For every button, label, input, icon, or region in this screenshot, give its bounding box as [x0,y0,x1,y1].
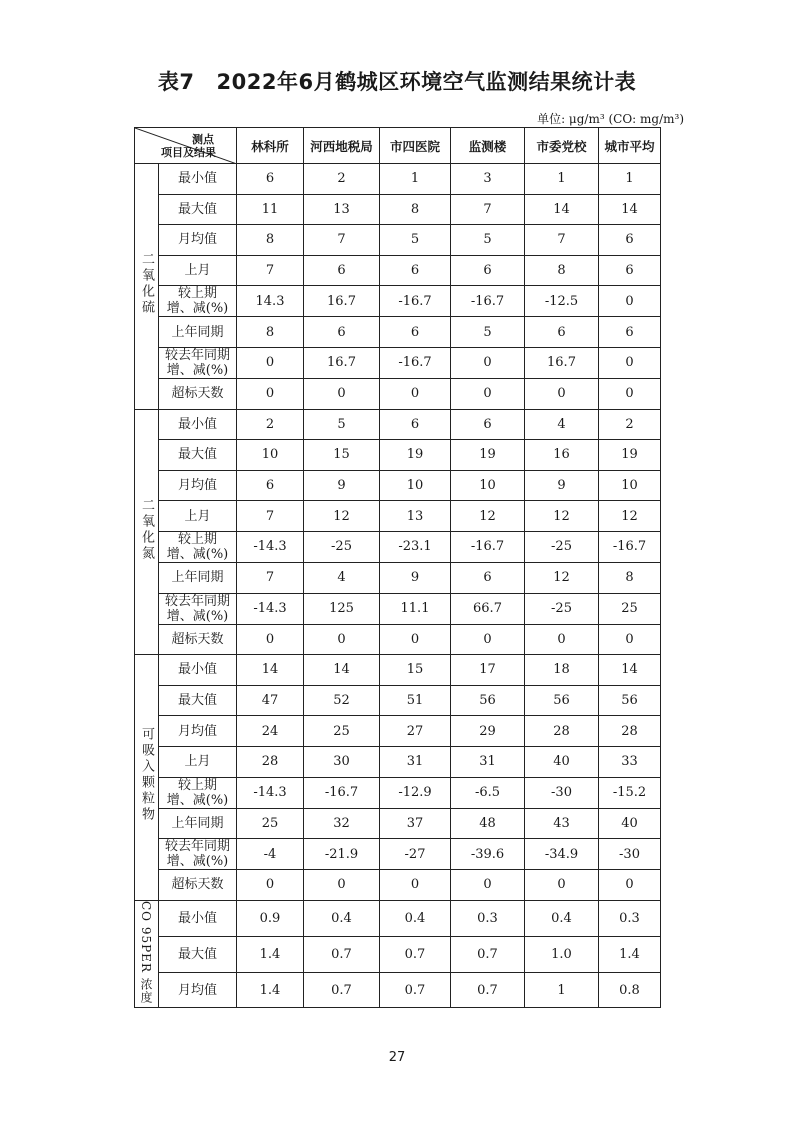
value-cell: 0 [525,870,599,901]
table-row [135,347,661,378]
air-quality-table [134,127,661,1008]
value-cell: 6 [599,255,661,286]
value-cell: -23.1 [380,531,451,562]
value-cell: 7 [525,225,599,256]
value-cell: 0 [451,378,525,409]
row-label: 较上期 增、减(%) [159,286,237,317]
station-header: 市委党校 [525,128,599,164]
value-cell: 5 [304,409,380,440]
value-cell: 30 [304,746,380,777]
value-cell: 8 [380,194,451,225]
value-cell: 0 [380,378,451,409]
value-cell: 16.7 [525,347,599,378]
table-title [0,66,794,96]
value-cell: 0.7 [451,936,525,972]
table-row [135,593,661,624]
station-header: 城市平均 [599,128,661,164]
value-cell: 52 [304,685,380,716]
table-row [135,531,661,562]
value-cell: -14.3 [237,593,304,624]
table-row [135,655,661,686]
row-label: 最大值 [159,194,237,225]
value-cell: 56 [525,685,599,716]
value-cell: 47 [237,685,304,716]
value-cell: 11 [237,194,304,225]
row-label: 较上期 增、减(%) [159,531,237,562]
value-cell: -39.6 [451,839,525,870]
row-label: 最大值 [159,936,237,972]
value-cell: 1 [380,164,451,195]
value-cell: -16.7 [380,347,451,378]
value-cell: 14 [304,655,380,686]
value-cell: 5 [380,225,451,256]
value-cell: 12 [599,501,661,532]
value-cell: -27 [380,839,451,870]
table-row [135,839,661,870]
value-cell: 6 [380,409,451,440]
value-cell: 0 [599,870,661,901]
value-cell: 25 [304,716,380,747]
value-cell: 16.7 [304,286,380,317]
value-cell: 4 [304,562,380,593]
value-cell: -4 [237,839,304,870]
value-cell: 12 [451,501,525,532]
table-row [135,164,661,195]
value-cell: 0 [304,378,380,409]
value-cell: 5 [451,317,525,348]
value-cell: 14 [525,194,599,225]
row-label: 最小值 [159,409,237,440]
value-cell: 10 [599,470,661,501]
table-row [135,746,661,777]
value-cell: 1.4 [237,936,304,972]
value-cell: 31 [451,746,525,777]
value-cell: 0 [525,624,599,655]
value-cell: 3 [451,164,525,195]
value-cell: 14 [599,194,661,225]
value-cell: 28 [525,716,599,747]
value-cell: 4 [525,409,599,440]
row-label: 月均值 [159,716,237,747]
value-cell: 12 [525,562,599,593]
value-cell: 6 [451,562,525,593]
value-cell: 18 [525,655,599,686]
value-cell: 7 [237,562,304,593]
value-cell: -30 [599,839,661,870]
value-cell: 0.3 [599,900,661,936]
pollutant-name: 二氧化硫 [139,252,154,317]
table-row [135,470,661,501]
value-cell: 37 [380,808,451,839]
row-label: 月均值 [159,972,237,1008]
value-cell: 19 [451,440,525,471]
value-cell: 0.4 [525,900,599,936]
table-row [135,685,661,716]
value-cell: 8 [237,225,304,256]
corner-bottom-label: 项目及结果 [161,146,216,159]
value-cell: -16.7 [599,531,661,562]
row-label: 较去年同期 增、减(%) [159,347,237,378]
page-number: 27 [388,1050,406,1065]
value-cell: 6 [451,409,525,440]
value-cell: -25 [525,531,599,562]
value-cell: 1 [525,164,599,195]
table-row [135,716,661,747]
value-cell: 1.4 [599,936,661,972]
row-label: 上月 [159,746,237,777]
pollutant-group-cell [135,900,159,1008]
value-cell: -15.2 [599,777,661,808]
value-cell: 9 [525,470,599,501]
row-label: 较上期 增、减(%) [159,777,237,808]
value-cell: -25 [304,531,380,562]
row-label: 上年同期 [159,317,237,348]
value-cell: 0.7 [451,972,525,1008]
value-cell: 2 [237,409,304,440]
value-cell: 56 [451,685,525,716]
row-label: 上月 [159,255,237,286]
value-cell: 0.7 [380,972,451,1008]
value-cell: 5 [451,225,525,256]
value-cell: -12.9 [380,777,451,808]
table-row [135,936,661,972]
table-row [135,562,661,593]
value-cell: -21.9 [304,839,380,870]
row-label: 月均值 [159,470,237,501]
value-cell: 16.7 [304,347,380,378]
value-cell: 27 [380,716,451,747]
row-label: 最小值 [159,900,237,936]
value-cell: 10 [237,440,304,471]
value-cell: 8 [237,317,304,348]
value-cell: 15 [304,440,380,471]
table-number: 表7 [157,70,195,94]
value-cell: 24 [237,716,304,747]
value-cell: -12.5 [525,286,599,317]
value-cell: 0 [599,286,661,317]
value-cell: 0 [451,870,525,901]
table-row [135,409,661,440]
value-cell: 7 [237,255,304,286]
corner-cell [135,128,237,164]
row-label: 最大值 [159,685,237,716]
value-cell: -14.3 [237,777,304,808]
row-label: 超标天数 [159,870,237,901]
table-row [135,378,661,409]
unit-note: 单位: μg/m³ (CO: mg/m³) [537,112,684,126]
value-cell: 40 [525,746,599,777]
row-label: 月均值 [159,225,237,256]
value-cell: 28 [599,716,661,747]
value-cell: 0 [451,347,525,378]
value-cell: 1.0 [525,936,599,972]
value-cell: 66.7 [451,593,525,624]
value-cell: -34.9 [525,839,599,870]
value-cell: 0.4 [380,900,451,936]
value-cell: 9 [304,470,380,501]
value-cell: 8 [525,255,599,286]
pollutant-group-cell [135,164,159,410]
value-cell: 29 [451,716,525,747]
value-cell: 1 [599,164,661,195]
pollutant-name: 可吸入颗粒物 [139,727,154,824]
value-cell: 0 [237,870,304,901]
table-row [135,317,661,348]
value-cell: 0 [237,378,304,409]
value-cell: 40 [599,808,661,839]
value-cell: 0 [237,347,304,378]
value-cell: 10 [451,470,525,501]
row-label: 较去年同期 增、减(%) [159,839,237,870]
header-row [135,128,661,164]
value-cell: 0 [237,624,304,655]
row-label: 最小值 [159,164,237,195]
table-row [135,777,661,808]
row-label: 超标天数 [159,378,237,409]
table-row [135,255,661,286]
value-cell: 33 [599,746,661,777]
value-cell: 11.1 [380,593,451,624]
value-cell: 0 [380,624,451,655]
table-row [135,501,661,532]
value-cell: 19 [380,440,451,471]
value-cell: 0 [525,378,599,409]
value-cell: 0.3 [451,900,525,936]
table-row [135,194,661,225]
value-cell: 56 [599,685,661,716]
table-row [135,900,661,936]
table-row [135,808,661,839]
value-cell: 6 [304,255,380,286]
station-header: 林科所 [237,128,304,164]
value-cell: 0.8 [599,972,661,1008]
table-row [135,225,661,256]
value-cell: 25 [237,808,304,839]
value-cell: 51 [380,685,451,716]
value-cell: 14 [237,655,304,686]
value-cell: 0 [304,870,380,901]
value-cell: 0 [304,624,380,655]
value-cell: -25 [525,593,599,624]
value-cell: 0.9 [237,900,304,936]
value-cell: 0 [380,870,451,901]
value-cell: 0 [599,378,661,409]
value-cell: 2 [599,409,661,440]
value-cell: 28 [237,746,304,777]
value-cell: 43 [525,808,599,839]
value-cell: 1.4 [237,972,304,1008]
value-cell: 2 [304,164,380,195]
value-cell: 13 [380,501,451,532]
value-cell: 12 [304,501,380,532]
value-cell: 9 [380,562,451,593]
value-cell: 125 [304,593,380,624]
row-label: 最小值 [159,655,237,686]
value-cell: -16.7 [380,286,451,317]
value-cell: -16.7 [451,531,525,562]
value-cell: 6 [304,317,380,348]
value-cell: 0.7 [304,936,380,972]
value-cell: 6 [237,164,304,195]
value-cell: 0.7 [304,972,380,1008]
value-cell: 6 [380,317,451,348]
value-cell: 14.3 [237,286,304,317]
table-body [135,164,661,1008]
value-cell: 7 [237,501,304,532]
value-cell: 31 [380,746,451,777]
value-cell: 7 [304,225,380,256]
value-cell: 0.7 [380,936,451,972]
value-cell: -16.7 [304,777,380,808]
value-cell: -16.7 [451,286,525,317]
pollutant-name: 二氧化氮 [139,497,154,562]
row-label: 最大值 [159,440,237,471]
row-label: 上月 [159,501,237,532]
table-row [135,286,661,317]
row-label: 上年同期 [159,562,237,593]
value-cell: 6 [237,470,304,501]
value-cell: 32 [304,808,380,839]
value-cell: 6 [451,255,525,286]
value-cell: 16 [525,440,599,471]
value-cell: 0.4 [304,900,380,936]
table-row [135,440,661,471]
table-title-text: 2022年6月鹤城区环境空气监测结果统计表 [216,70,637,94]
row-label: 上年同期 [159,808,237,839]
value-cell: 6 [599,225,661,256]
row-label: 超标天数 [159,624,237,655]
table-row [135,972,661,1008]
table-row [135,870,661,901]
value-cell: -14.3 [237,531,304,562]
value-cell: 0 [599,624,661,655]
value-cell: -6.5 [451,777,525,808]
value-cell: 7 [451,194,525,225]
corner-top-label: 测点 [192,133,214,146]
value-cell: 10 [380,470,451,501]
pollutant-name: CO 95PER 浓度 [139,900,153,1004]
value-cell: 17 [451,655,525,686]
value-cell: 8 [599,562,661,593]
value-cell: 12 [525,501,599,532]
value-cell: 0 [599,347,661,378]
value-cell: 15 [380,655,451,686]
value-cell: 14 [599,655,661,686]
value-cell: 48 [451,808,525,839]
value-cell: 1 [525,972,599,1008]
station-header: 市四医院 [380,128,451,164]
station-header: 河西地税局 [304,128,380,164]
value-cell: 19 [599,440,661,471]
row-label: 较去年同期 增、减(%) [159,593,237,624]
pollutant-group-cell [135,409,159,655]
value-cell: 0 [451,624,525,655]
value-cell: 13 [304,194,380,225]
value-cell: 6 [380,255,451,286]
value-cell: 6 [599,317,661,348]
value-cell: -30 [525,777,599,808]
table-row [135,624,661,655]
pollutant-group-cell [135,655,159,901]
value-cell: 6 [525,317,599,348]
value-cell: 25 [599,593,661,624]
station-header: 监测楼 [451,128,525,164]
